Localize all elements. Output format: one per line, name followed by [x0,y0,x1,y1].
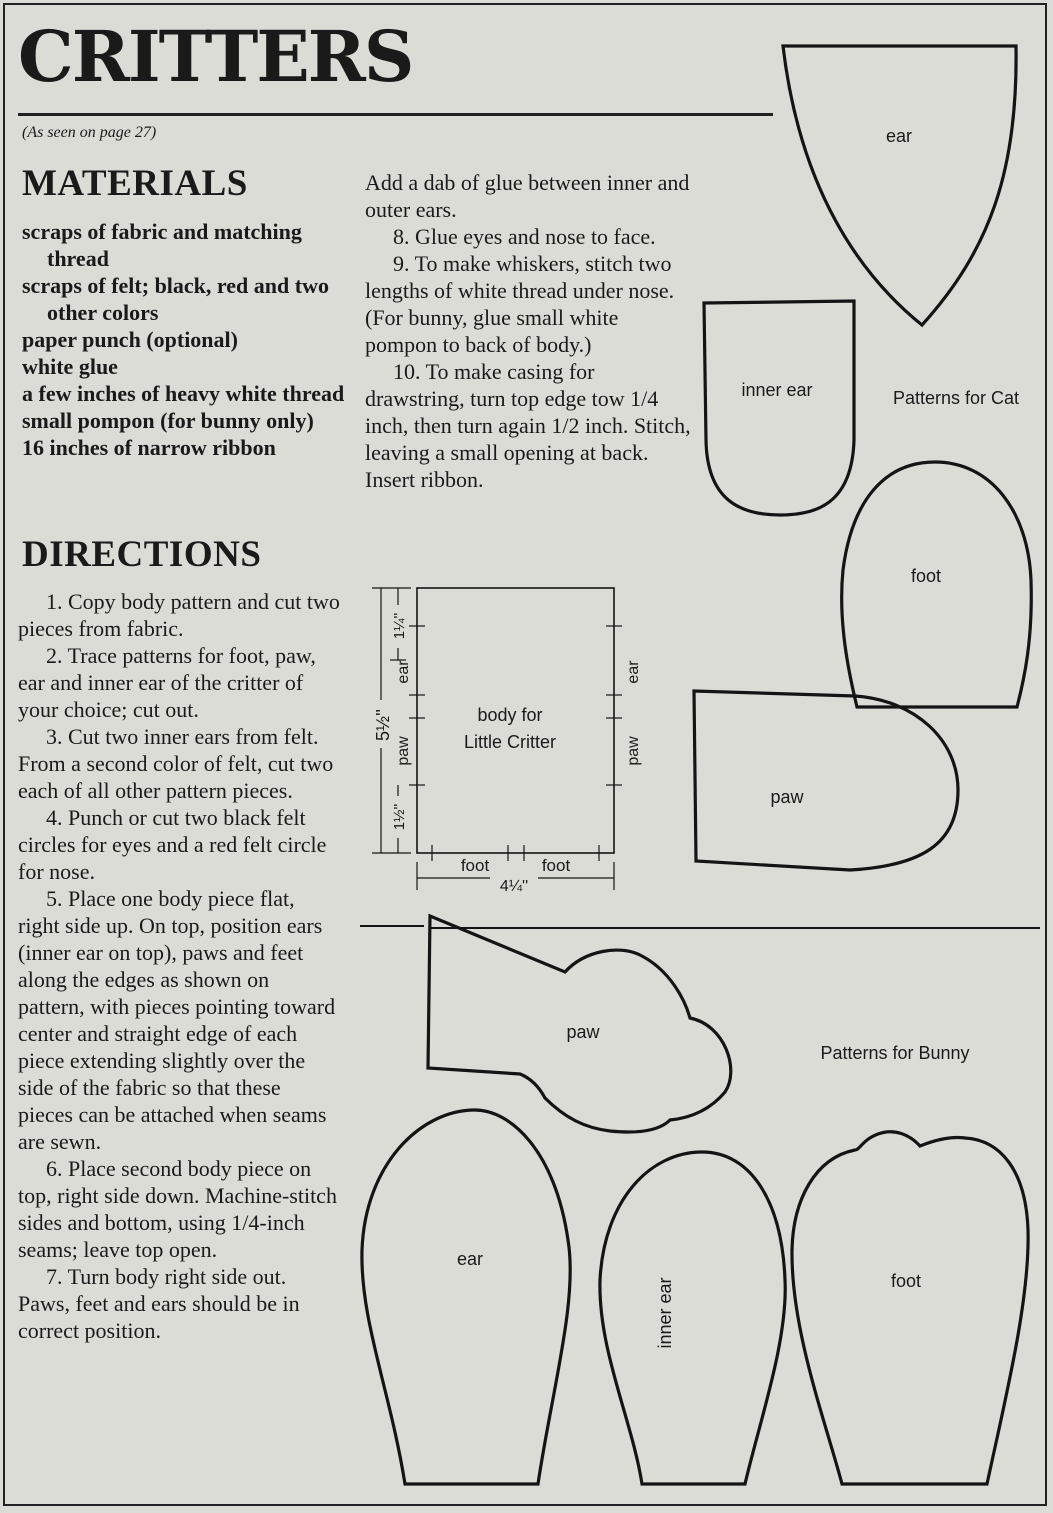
body-height-label: 5½'' [373,709,393,741]
direction-step-10: 10. To make casing for drawstring, turn top edge tow 1/4 inch, then turn again 1/2 inch. Stitch, leaving a small opening at back. Insert ribbon. [365,359,691,492]
direction-step-5: 5. Place one body piece flat, right side up. On top, position ears (inner ear on top), paws and feet along the edges as shown on pattern, with pieces pointing toward center and straight edge of each piece extending slightly over the side of the fabric so that these pieces can be attached when seams are sewn. [18,886,336,1154]
bunny-foot-label: foot [890,1271,922,1291]
material-item: white glue [22,354,118,379]
cat-patterns-caption: Patterns for Cat [892,388,1020,408]
material-item: a few inches of heavy white thread [22,381,345,406]
direction-step-2: 2. Trace patterns for foot, paw, ear and inner ear of the critter of your choice; cut out. [18,643,316,722]
body-ear-label-left: ear [395,660,412,684]
directions-column-left [18,588,340,1344]
bunny-inner-ear-label: inner ear [655,1277,675,1349]
body-foot-label-left: foot [460,856,490,875]
material-item: scraps of fabric and matching thread [22,219,302,271]
cat-paw-label: paw [770,787,804,807]
direction-step-6: 6. Place second body piece on top, right side down. Machine-stitch sides and bottom, using 1/4-inch seams; leave top open. [18,1156,337,1262]
bunny-patterns-caption: Patterns for Bunny [820,1043,970,1063]
ear-segment-label: 1¼'' [391,612,408,640]
body-pattern-label-2: Little Critter [463,732,557,752]
material-item: small pompon (for bunny only) [22,408,314,433]
materials-heading: MATERIALS [22,163,248,204]
bunny-paw-label: paw [566,1022,600,1042]
cat-foot-label: foot [910,566,942,586]
direction-step-8: 8. Glue eyes and nose to face. [393,224,656,249]
material-item: scraps of felt; black, red and two other colors [22,273,329,325]
page-reference: (As seen on page 27) [22,124,157,141]
body-foot-label-right: foot [541,856,571,875]
title-divider [18,113,773,116]
direction-step-7: 7. Turn body right side out. Paws, feet and ears should be in correct position. [18,1264,300,1343]
direction-step-3: 3. Cut two inner ears from felt. From a second color of felt, cut two each of all other pattern pieces. [18,724,334,803]
page-title: CRITTERS [18,15,413,98]
body-pattern-label-1: body for [477,705,543,725]
cat-inner-ear-label: inner ear [741,380,813,400]
directions-heading: DIRECTIONS [22,534,262,575]
material-item: 16 inches of narrow ribbon [22,435,276,460]
materials-list [22,218,362,461]
direction-step-7-continued: Add a dab of glue between inner and outer ears. [365,170,690,222]
body-ear-label-right: ear [625,660,642,684]
body-width-label: 4¼'' [499,878,529,895]
cat-ear-label: ear [885,126,913,146]
direction-step-9: 9. To make whiskers, stitch two lengths of white thread under nose. (For bunny, glue small white pompon to back of body.) [365,251,675,357]
foot-segment-label: 1½'' [391,803,408,831]
directions-column-right [365,169,695,493]
direction-step-1: 1. Copy body pattern and cut two pieces from fabric. [18,589,340,641]
direction-step-4: 4. Punch or cut two black felt circles for eyes and a red felt circle for nose. [18,805,327,884]
body-paw-label-left: paw [395,736,412,766]
body-paw-label-right: paw [625,736,642,766]
bunny-ear-label: ear [456,1249,484,1269]
material-item: paper punch (optional) [22,327,238,352]
